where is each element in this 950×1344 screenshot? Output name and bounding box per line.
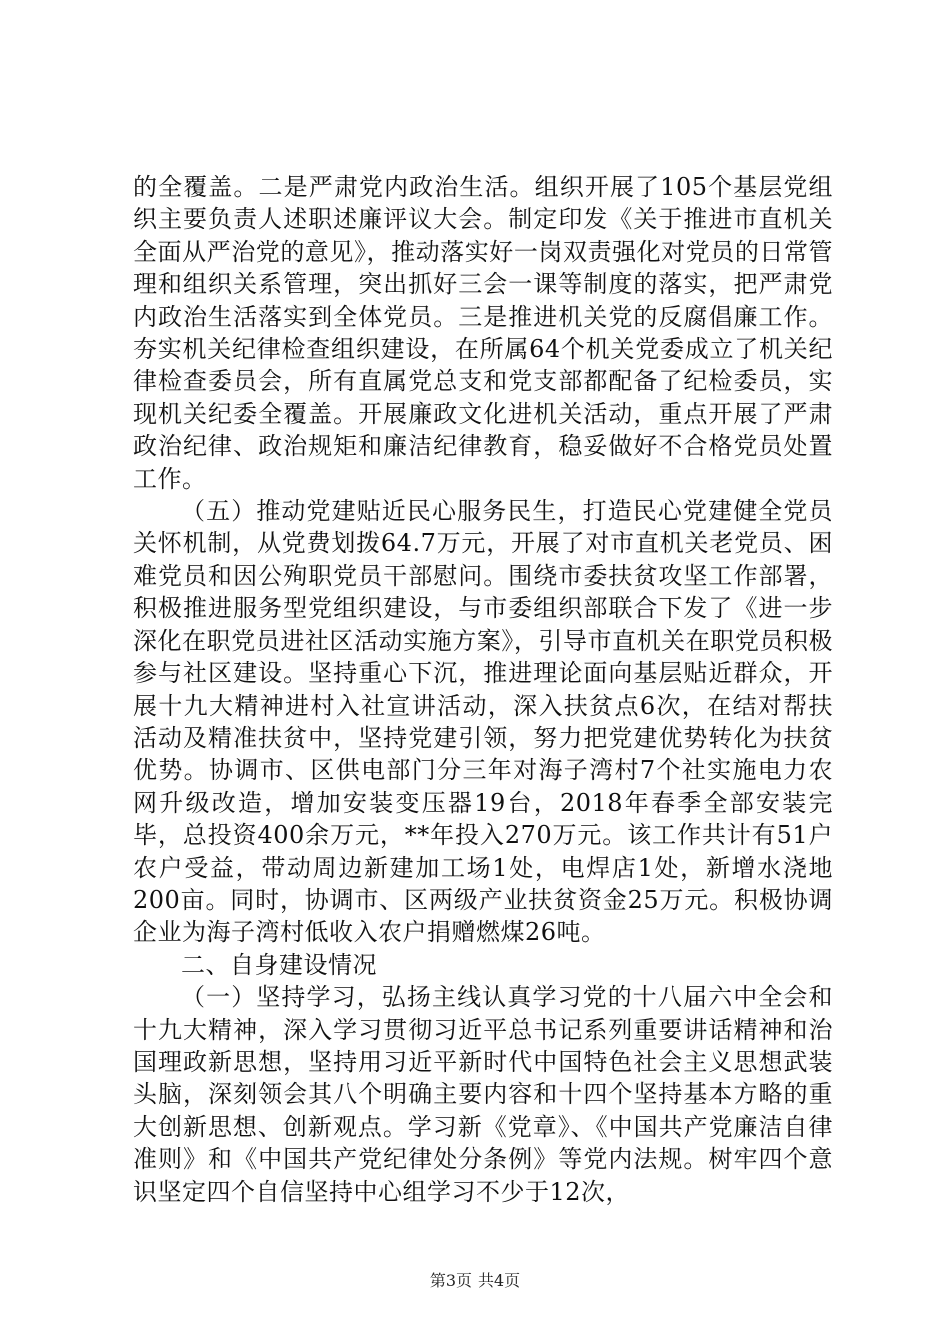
paragraph-section-five: （五）推动党建贴近民心服务民生，打造民心党建健全党员关怀机制，从党费划拨64.7万元，开展了对市直机关老党员、困难党员和因公殉职党员干部慰问。围绕市委扶贫攻坚工作部署，积极推进服务型党组织建设，与市委组织部联合下发了《进一步深化在职党员进社区活动实施方案》，引导市直机关在职党员积极参与社区建设。坚持重心下沉，推进理论面向基层贴近群众，开展十九大精神进村入社宣讲活动，深入扶贫点6次，在结对帮扶活动及精准扶贫中，坚持党建引领，努力把党建优势转化为扶贫优势。协调市、区供电部门分三年对海子湾村7个社实施电力农网升级改造，增加安装变压器19台，2018年春季全部安装完毕，总投资400余万元，**年投入270万元。该工作共计有51户农户受益，带动周边新建加工场1处，电焊店1处，新增水浇地200亩。同时，协调市、区两级产业扶贫资金25万元。积极协调企业为海子湾村低收入农户捐赠燃煤26吨。: [133, 497, 833, 947]
paragraph-continuation: 的全覆盖。二是严肃党内政治生活。组织开展了105个基层党组织主要负责人述职述廉评议大会。制定印发《关于推进市直机关全面从严治党的意见》，推动落实好一岗双责强化对党员的日常管理和组织关系管理，突出抓好三会一课等制度的落实，把严肃党内政治生活落实到全体党员。三是推进机关党的反腐倡廉工作。夯实机关纪律检查组织建设，在所属64个机关党委成立了机关纪律检查委员会，所有直属党总支和党支部都配备了纪检委员，实现机关纪委全覆盖。开展廉政文化进机关活动，重点开展了严肃政治纪律、政治规矩和廉洁纪律教育，稳妥做好不合格党员处置工作。: [133, 173, 833, 493]
section-heading-self-construction: 二、自身建设情况: [181, 950, 377, 979]
page-number: 第3页: [429, 1271, 472, 1290]
page-total: 共4页: [478, 1271, 521, 1290]
document-body: [133, 171, 833, 1208]
page-footer: [0, 1271, 950, 1291]
paragraph-subsection-one: （一）坚持学习，弘扬主线认真学习党的十八届六中全会和十九大精神，深入学习贯彻习近平总书记系列重要讲话精神和治国理政新思想，坚持用习近平新时代中国特色社会主义思想武装头脑，深刻领会其八个明确主要内容和十四个坚持基本方略的重大创新思想、创新观点。学习新《党章》、《中国共产党廉洁自律准则》和《中国共产党纪律处分条例》等党内法规。树牢四个意识坚定四个自信坚持中心组学习不少于12次，: [133, 983, 833, 1206]
